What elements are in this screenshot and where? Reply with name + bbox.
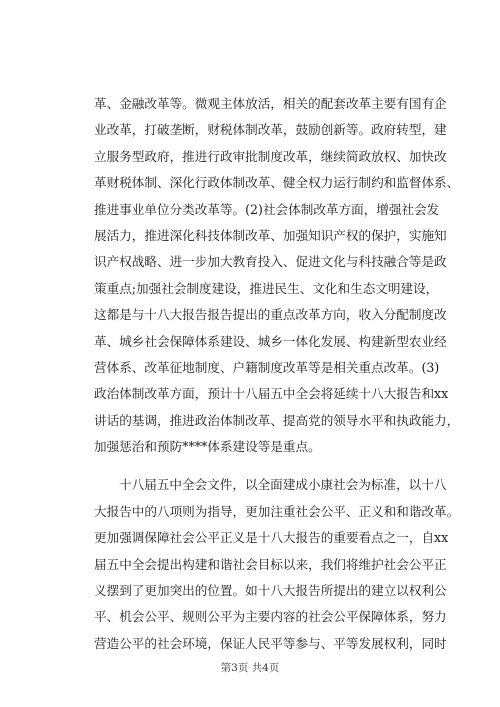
text-line: 大报告中的八项则为指导，更加注重社会公平、正义和和谐改革。 [94, 503, 460, 519]
text-line: 平、机会公平、规则公平为主要内容的社会公平保障体系，努力 [94, 609, 447, 625]
text-line: 识产权战略、进一步加大教育投入、促进文化与科技融合等是政 [94, 254, 447, 270]
text-line: 届五中全会提出构建和谐社会目标以来，我们将维护社会公平正 [94, 556, 447, 572]
text-line: 革财税体制、深化行政体制改革、健全权力运行制约和监督体系、 [94, 175, 460, 191]
text-line: 革、城乡社会保障体系建设、城乡一体化发展、构建新型农业经 [94, 333, 447, 349]
paragraph-1 [94, 91, 460, 460]
page-number: 第3页 共4页 [220, 662, 280, 674]
text-line: 业改革，打破垄断，财税体制改革，鼓励创新等。政府转型，建 [94, 122, 447, 138]
paragraph-2 [94, 472, 460, 657]
text-line: 义摆到了更加突出的位置。如十八大报告所提出的建立以权利公 [94, 583, 447, 599]
text-line: 政治体制改革方面，预计十八届五中全会将延续十八大报告和xx [94, 386, 449, 402]
text-line: 展活力，推进深化科技体制改革、加强知识产权的保护，实施知 [94, 227, 447, 243]
page-footer [0, 660, 500, 675]
text-line: 推进事业单位分类改革等。(2)社会体制改革方面，增强社会发 [94, 201, 440, 217]
text-line: 营体系、改革征地制度、户籍制度改革等是相关重点改革。(3) [94, 359, 440, 375]
text-line: 十八届五中全会文件，以全面建成小康社会为标准，以十八 [119, 477, 447, 493]
text-line: 营造公平的社会环境，保证人民平等参与、平等发展权利，同时 [94, 635, 447, 651]
body-text [94, 91, 460, 657]
paragraph-gap [94, 460, 424, 472]
text-line: 策重点;加强社会制度建设，推进民生、文化和生态文明建设， [94, 280, 439, 296]
text-line: 加强惩治和预防****体系建设等是重点。 [94, 439, 321, 455]
text-line: 立服务型政府，推进行政审批制度改革，继续简政放权、加快改 [94, 148, 447, 164]
text-line: 这都是与十八大报告报告提出的重点改革方向，收入分配制度改 [94, 307, 447, 323]
text-line: 更加强调保障社会公平正义是十八大报告的重要看点之一，自xx [94, 530, 449, 546]
text-line: 讲话的基调，推进政治体制改革、提高党的领导水平和执政能力， [94, 412, 460, 428]
text-line: 革、金融改革等。微观主体放活，相关的配套改革主要有国有企 [94, 96, 447, 111]
